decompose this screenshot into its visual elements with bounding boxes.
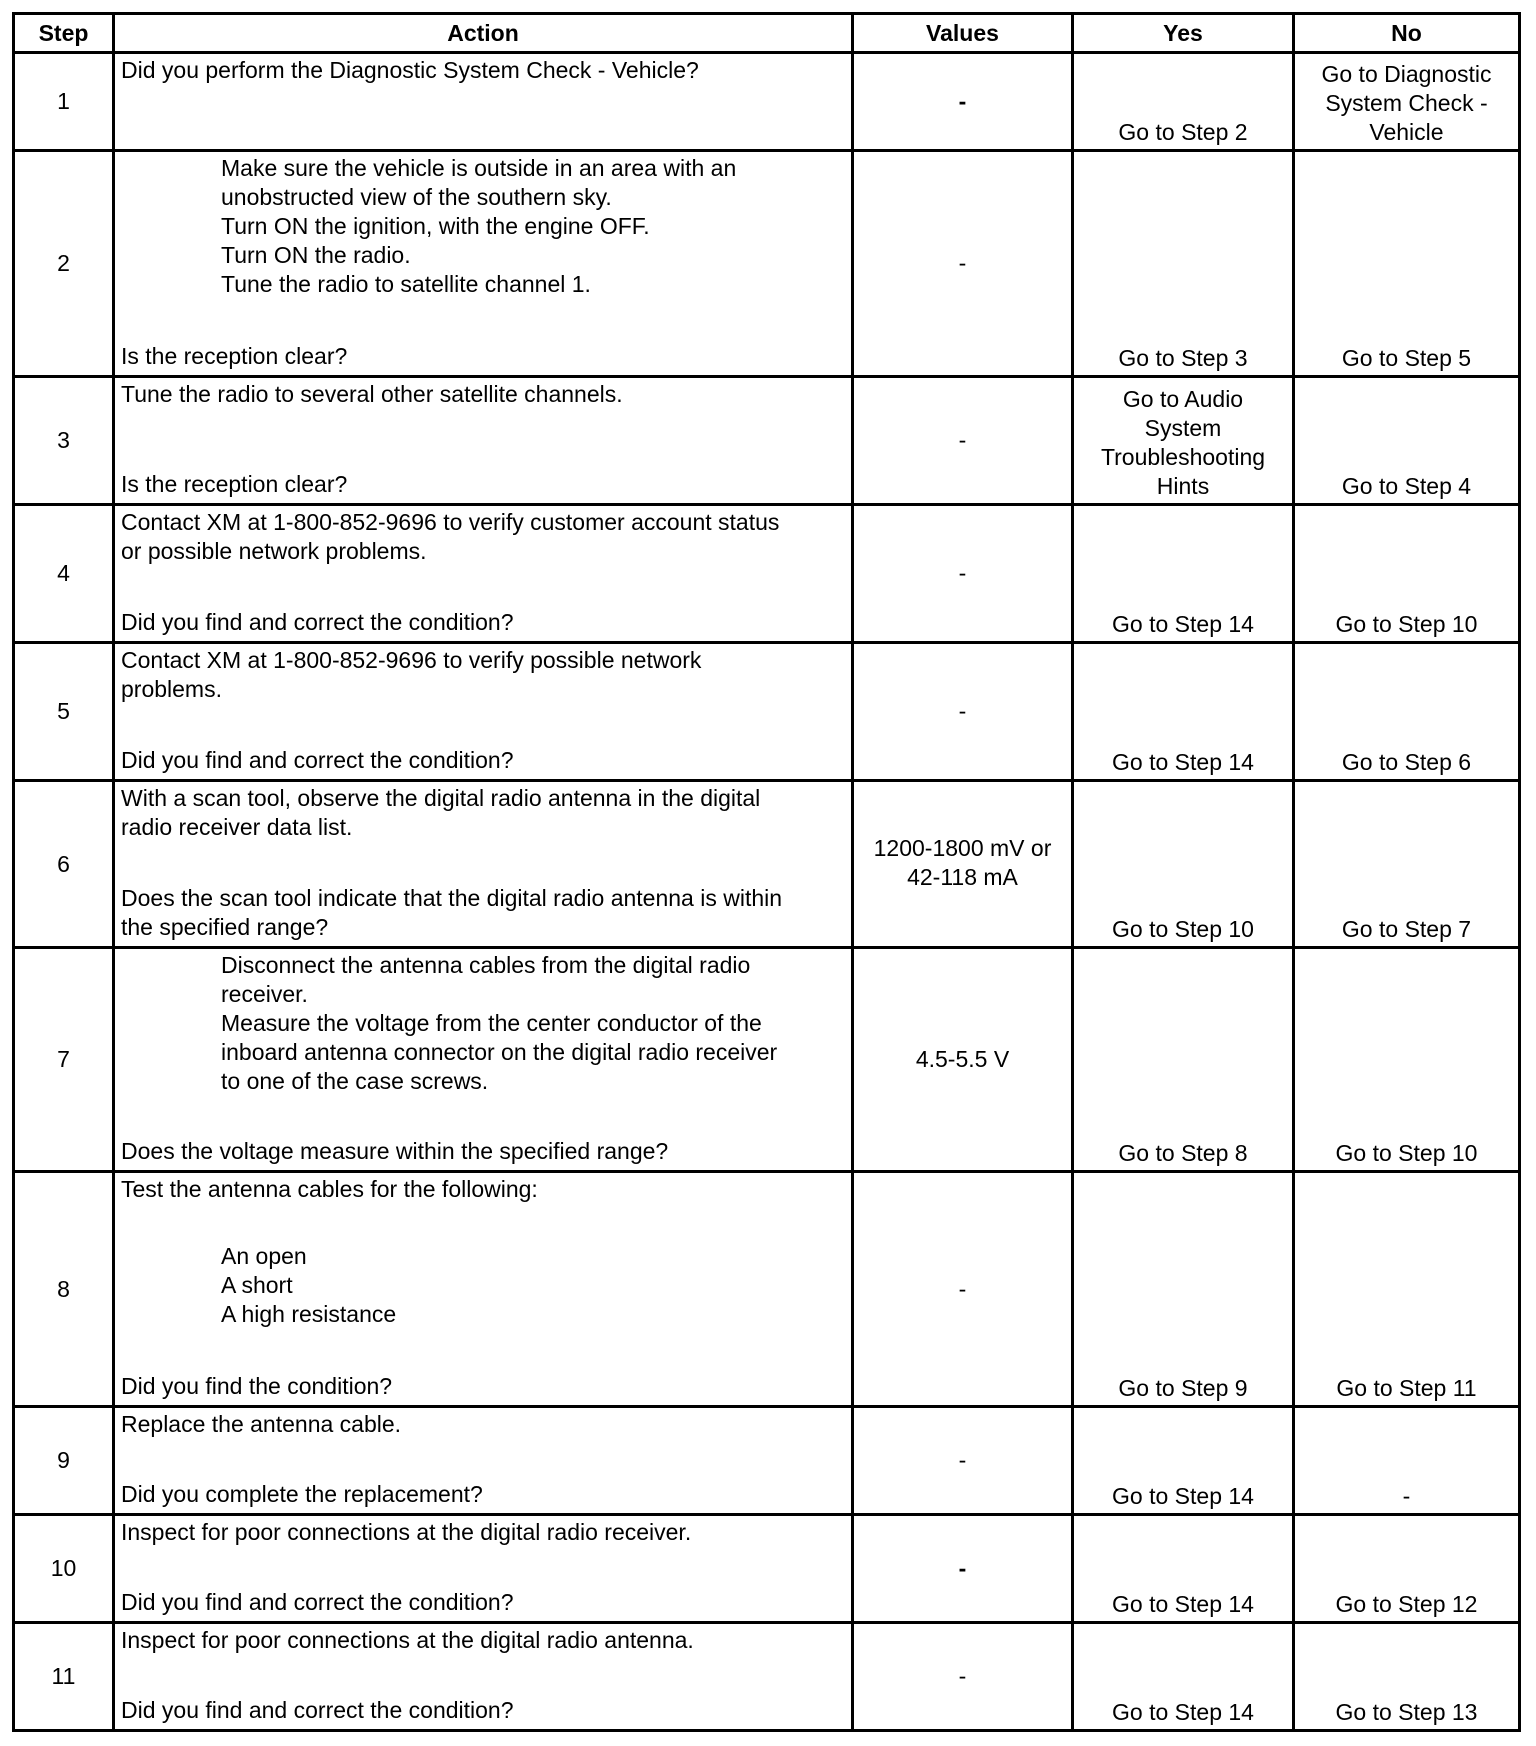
step-number: 8 <box>14 1172 114 1407</box>
action-line: Inspect for poor connections at the digital radio antenna. <box>121 1627 694 1653</box>
no-cell: Go to Step 13 <box>1294 1623 1520 1731</box>
action-line: Turn ON the radio. <box>221 242 411 268</box>
table-row <box>14 781 1520 948</box>
action-question <box>121 884 782 942</box>
action-line: unobstructed view of the southern sky. <box>221 184 612 210</box>
table-row <box>14 948 1520 1172</box>
no-cell: Go to Step 11 <box>1294 1172 1520 1407</box>
question-line: the specified range? <box>121 914 329 940</box>
action-cell <box>114 781 853 948</box>
action-line: Replace the antenna cable. <box>121 1411 402 1437</box>
values-cell: - <box>853 53 1073 151</box>
no-cell: - <box>1294 1407 1520 1515</box>
action-line: Tune the radio to several other satellite channels. <box>121 381 623 407</box>
action-line: or possible network problems. <box>121 538 427 564</box>
step-number: 7 <box>14 948 114 1172</box>
yes-cell: Go to Step 14 <box>1073 643 1294 781</box>
action-cell <box>114 505 853 643</box>
values-cell: - <box>853 1172 1073 1407</box>
table-row <box>14 505 1520 643</box>
header-yes: Yes <box>1073 14 1294 53</box>
header-no: No <box>1294 14 1520 53</box>
action-line: Tune the radio to satellite channel 1. <box>221 271 591 297</box>
yes-cell: Go to Step 2 <box>1073 53 1294 151</box>
action-question: Is the reception clear? <box>121 471 348 497</box>
yes-cell: Go to Step 10 <box>1073 781 1294 948</box>
no-cell: Go to Step 10 <box>1294 948 1520 1172</box>
values-cell: - <box>853 1623 1073 1731</box>
action-cell <box>114 1172 853 1407</box>
action-line: Make sure the vehicle is outside in an area with an <box>221 155 737 181</box>
step-number: 2 <box>14 151 114 377</box>
action-cell <box>114 1623 853 1731</box>
values-cell: - <box>853 151 1073 377</box>
action-line: Inspect for poor connections at the digital radio receiver. <box>121 1519 692 1545</box>
action-subline: A high resistance <box>221 1301 397 1327</box>
no-line: System Check - <box>1325 90 1488 116</box>
values-cell: - <box>853 505 1073 643</box>
values-cell: - <box>853 1515 1073 1623</box>
yes-cell: Go to Step 9 <box>1073 1172 1294 1407</box>
yes-line: Troubleshooting <box>1100 444 1266 470</box>
table-row <box>14 1172 1520 1407</box>
action-question: Did you find and correct the condition? <box>121 747 514 773</box>
no-cell: Go to Step 12 <box>1294 1515 1520 1623</box>
yes-line: Go to Audio <box>1122 386 1244 412</box>
values-cell: 4.5-5.5 V <box>853 948 1073 1172</box>
spacer <box>121 1204 845 1242</box>
step-number: 9 <box>14 1407 114 1515</box>
action-cell <box>114 1407 853 1515</box>
action-subline: A short <box>221 1272 293 1298</box>
values-line: 42-118 mA <box>907 864 1018 890</box>
action-line: radio receiver data list. <box>121 814 353 840</box>
action-line: Test the antenna cables for the following: <box>121 1176 538 1202</box>
yes-line: System <box>1144 415 1222 441</box>
header-row <box>14 14 1520 53</box>
no-cell <box>1294 53 1520 151</box>
action-question: Did you find and correct the condition? <box>121 1697 514 1723</box>
action-line: Did you perform the Diagnostic System Check - Vehicle? <box>121 57 699 83</box>
values-cell: - <box>853 643 1073 781</box>
action-line: problems. <box>121 676 222 702</box>
question-line: Does the scan tool indicate that the digital radio antenna is within <box>121 885 783 911</box>
action-line: receiver. <box>221 981 308 1007</box>
step-number: 1 <box>14 53 114 151</box>
no-line: Go to Diagnostic <box>1321 61 1492 87</box>
no-line: Vehicle <box>1369 119 1444 145</box>
step-number: 11 <box>14 1623 114 1731</box>
yes-cell: Go to Step 14 <box>1073 1623 1294 1731</box>
no-cell: Go to Step 4 <box>1294 377 1520 505</box>
action-question: Does the voltage measure within the specified range? <box>121 1138 669 1164</box>
yes-cell: Go to Step 14 <box>1073 505 1294 643</box>
step-number: 6 <box>14 781 114 948</box>
header-step: Step <box>14 14 114 53</box>
no-cell: Go to Step 10 <box>1294 505 1520 643</box>
values-cell: - <box>853 1407 1073 1515</box>
action-line: Measure the voltage from the center conductor of the <box>221 1010 762 1036</box>
yes-line: Hints <box>1156 473 1210 499</box>
action-question: Is the reception clear? <box>121 343 348 369</box>
action-cell <box>114 151 853 377</box>
action-question: Did you find the condition? <box>121 1373 393 1399</box>
action-subline: An open <box>221 1243 307 1269</box>
action-cell <box>114 377 853 505</box>
values-cell <box>853 781 1073 948</box>
action-line: to one of the case screws. <box>221 1068 489 1094</box>
action-question: Did you find and correct the condition? <box>121 609 514 635</box>
values-line: 1200-1800 mV or <box>873 835 1052 861</box>
action-line: Disconnect the antenna cables from the digital radio <box>221 952 751 978</box>
header-action: Action <box>114 14 853 53</box>
action-cell <box>114 948 853 1172</box>
no-cell: Go to Step 7 <box>1294 781 1520 948</box>
action-line: inboard antenna connector on the digital radio receiver <box>221 1039 778 1065</box>
header-values: Values <box>853 14 1073 53</box>
values-cell: - <box>853 377 1073 505</box>
diagnostic-table <box>12 12 1521 1732</box>
action-cell <box>114 643 853 781</box>
table-row <box>14 1515 1520 1623</box>
action-line: Contact XM at 1-800-852-9696 to verify possible network <box>121 647 702 673</box>
table-row <box>14 53 1520 151</box>
step-number: 5 <box>14 643 114 781</box>
table-row <box>14 643 1520 781</box>
yes-cell: Go to Step 14 <box>1073 1407 1294 1515</box>
step-number: 3 <box>14 377 114 505</box>
action-line: With a scan tool, observe the digital radio antenna in the digital <box>121 785 761 811</box>
step-number: 10 <box>14 1515 114 1623</box>
table-row <box>14 377 1520 505</box>
action-question: Did you complete the replacement? <box>121 1481 483 1507</box>
step-number: 4 <box>14 505 114 643</box>
action-line: Turn ON the ignition, with the engine OFF. <box>221 213 650 239</box>
no-cell: Go to Step 5 <box>1294 151 1520 377</box>
action-line: Contact XM at 1-800-852-9696 to verify customer account status <box>121 509 780 535</box>
yes-cell: Go to Step 8 <box>1073 948 1294 1172</box>
action-question: Did you find and correct the condition? <box>121 1589 514 1615</box>
table-row <box>14 151 1520 377</box>
table-row <box>14 1623 1520 1731</box>
no-cell: Go to Step 6 <box>1294 643 1520 781</box>
action-cell <box>114 1515 853 1623</box>
yes-cell: Go to Step 3 <box>1073 151 1294 377</box>
action-cell <box>114 53 853 151</box>
yes-cell <box>1073 377 1294 505</box>
yes-cell: Go to Step 14 <box>1073 1515 1294 1623</box>
table-row <box>14 1407 1520 1515</box>
